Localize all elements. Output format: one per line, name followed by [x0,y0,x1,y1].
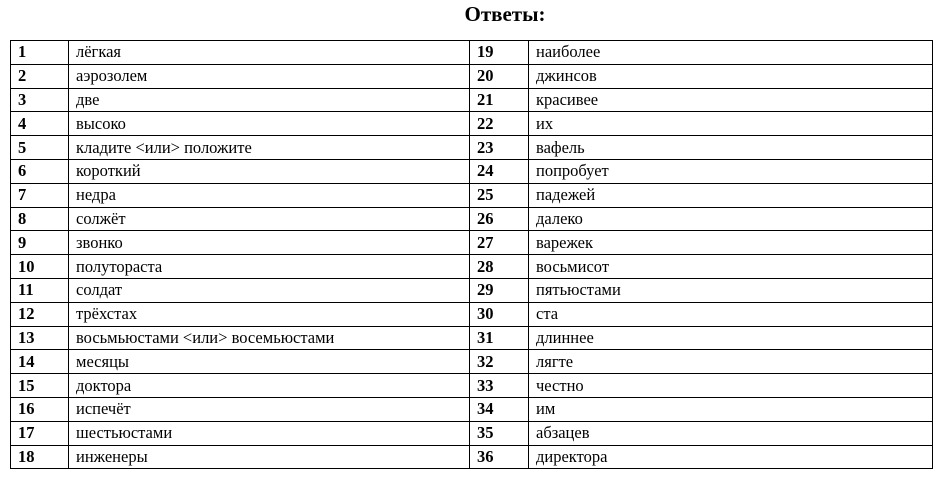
left-answer-cell: шестьюстами [69,421,470,445]
right-number-cell: 23 [470,136,529,160]
right-number-cell: 34 [470,397,529,421]
right-number-cell: 24 [470,159,529,183]
left-number-cell: 18 [11,445,69,469]
right-number-cell: 35 [470,421,529,445]
left-answer-cell: кладите <или> положите [69,136,470,160]
right-number-cell: 29 [470,278,529,302]
right-number-cell: 33 [470,374,529,398]
left-answer-cell: недра [69,183,470,207]
left-answer-cell: лёгкая [69,41,470,65]
left-number-cell: 12 [11,302,69,326]
table-row [11,64,933,88]
table-row [11,278,933,302]
right-number-cell: 19 [470,41,529,65]
right-answer-cell: честно [529,374,933,398]
table-row [11,231,933,255]
table-row [11,112,933,136]
table-row [11,207,933,231]
right-answer-cell: им [529,397,933,421]
right-answer-cell: варежек [529,231,933,255]
right-number-cell: 30 [470,302,529,326]
table-row [11,183,933,207]
right-answer-cell: наиболее [529,41,933,65]
left-number-cell: 11 [11,278,69,302]
table-row [11,302,933,326]
left-number-cell: 7 [11,183,69,207]
right-number-cell: 36 [470,445,529,469]
left-answer-cell: испечёт [69,397,470,421]
right-number-cell: 27 [470,231,529,255]
right-answer-cell: лягте [529,350,933,374]
right-answer-cell: их [529,112,933,136]
table-row [11,159,933,183]
left-answer-cell: месяцы [69,350,470,374]
right-answer-cell: падежей [529,183,933,207]
table-row [11,88,933,112]
right-number-cell: 26 [470,207,529,231]
left-number-cell: 14 [11,350,69,374]
left-number-cell: 3 [11,88,69,112]
right-answer-cell: далеко [529,207,933,231]
left-number-cell: 17 [11,421,69,445]
right-number-cell: 20 [470,64,529,88]
left-answer-cell: солжёт [69,207,470,231]
right-number-cell: 21 [470,88,529,112]
table-row [11,350,933,374]
answers-table [10,40,933,469]
right-answer-cell: джинсов [529,64,933,88]
table-row [11,136,933,160]
left-answer-cell: доктора [69,374,470,398]
right-answer-cell: красивее [529,88,933,112]
right-answer-cell: директора [529,445,933,469]
left-number-cell: 15 [11,374,69,398]
right-answer-cell: абзацев [529,421,933,445]
right-number-cell: 32 [470,350,529,374]
right-answer-cell: длиннее [529,326,933,350]
left-answer-cell: две [69,88,470,112]
table-row [11,326,933,350]
right-answer-cell: попробует [529,159,933,183]
table-row [11,41,933,65]
right-answer-cell: ста [529,302,933,326]
right-number-cell: 25 [470,183,529,207]
left-number-cell: 5 [11,136,69,160]
left-answer-cell: звонко [69,231,470,255]
left-number-cell: 16 [11,397,69,421]
table-row [11,255,933,279]
left-number-cell: 2 [11,64,69,88]
left-answer-cell: инженеры [69,445,470,469]
left-answer-cell: восьмьюстами <или> восемьюстами [69,326,470,350]
right-number-cell: 22 [470,112,529,136]
right-answer-cell: пятьюстами [529,278,933,302]
table-row [11,374,933,398]
right-number-cell: 31 [470,326,529,350]
table-row [11,445,933,469]
page-title: Ответы: [464,2,546,26]
left-answer-cell: высоко [69,112,470,136]
left-answer-cell: короткий [69,159,470,183]
table-row [11,421,933,445]
left-number-cell: 4 [11,112,69,136]
left-answer-cell: трёхстах [69,302,470,326]
left-number-cell: 6 [11,159,69,183]
left-number-cell: 8 [11,207,69,231]
right-number-cell: 28 [470,255,529,279]
left-answer-cell: аэрозолем [69,64,470,88]
left-number-cell: 9 [11,231,69,255]
left-number-cell: 10 [11,255,69,279]
left-answer-cell: солдат [69,278,470,302]
table-row [11,397,933,421]
left-number-cell: 1 [11,41,69,65]
right-answer-cell: восьмисот [529,255,933,279]
left-answer-cell: полутораста [69,255,470,279]
left-number-cell: 13 [11,326,69,350]
right-answer-cell: вафель [529,136,933,160]
answers-table-body [11,41,933,469]
